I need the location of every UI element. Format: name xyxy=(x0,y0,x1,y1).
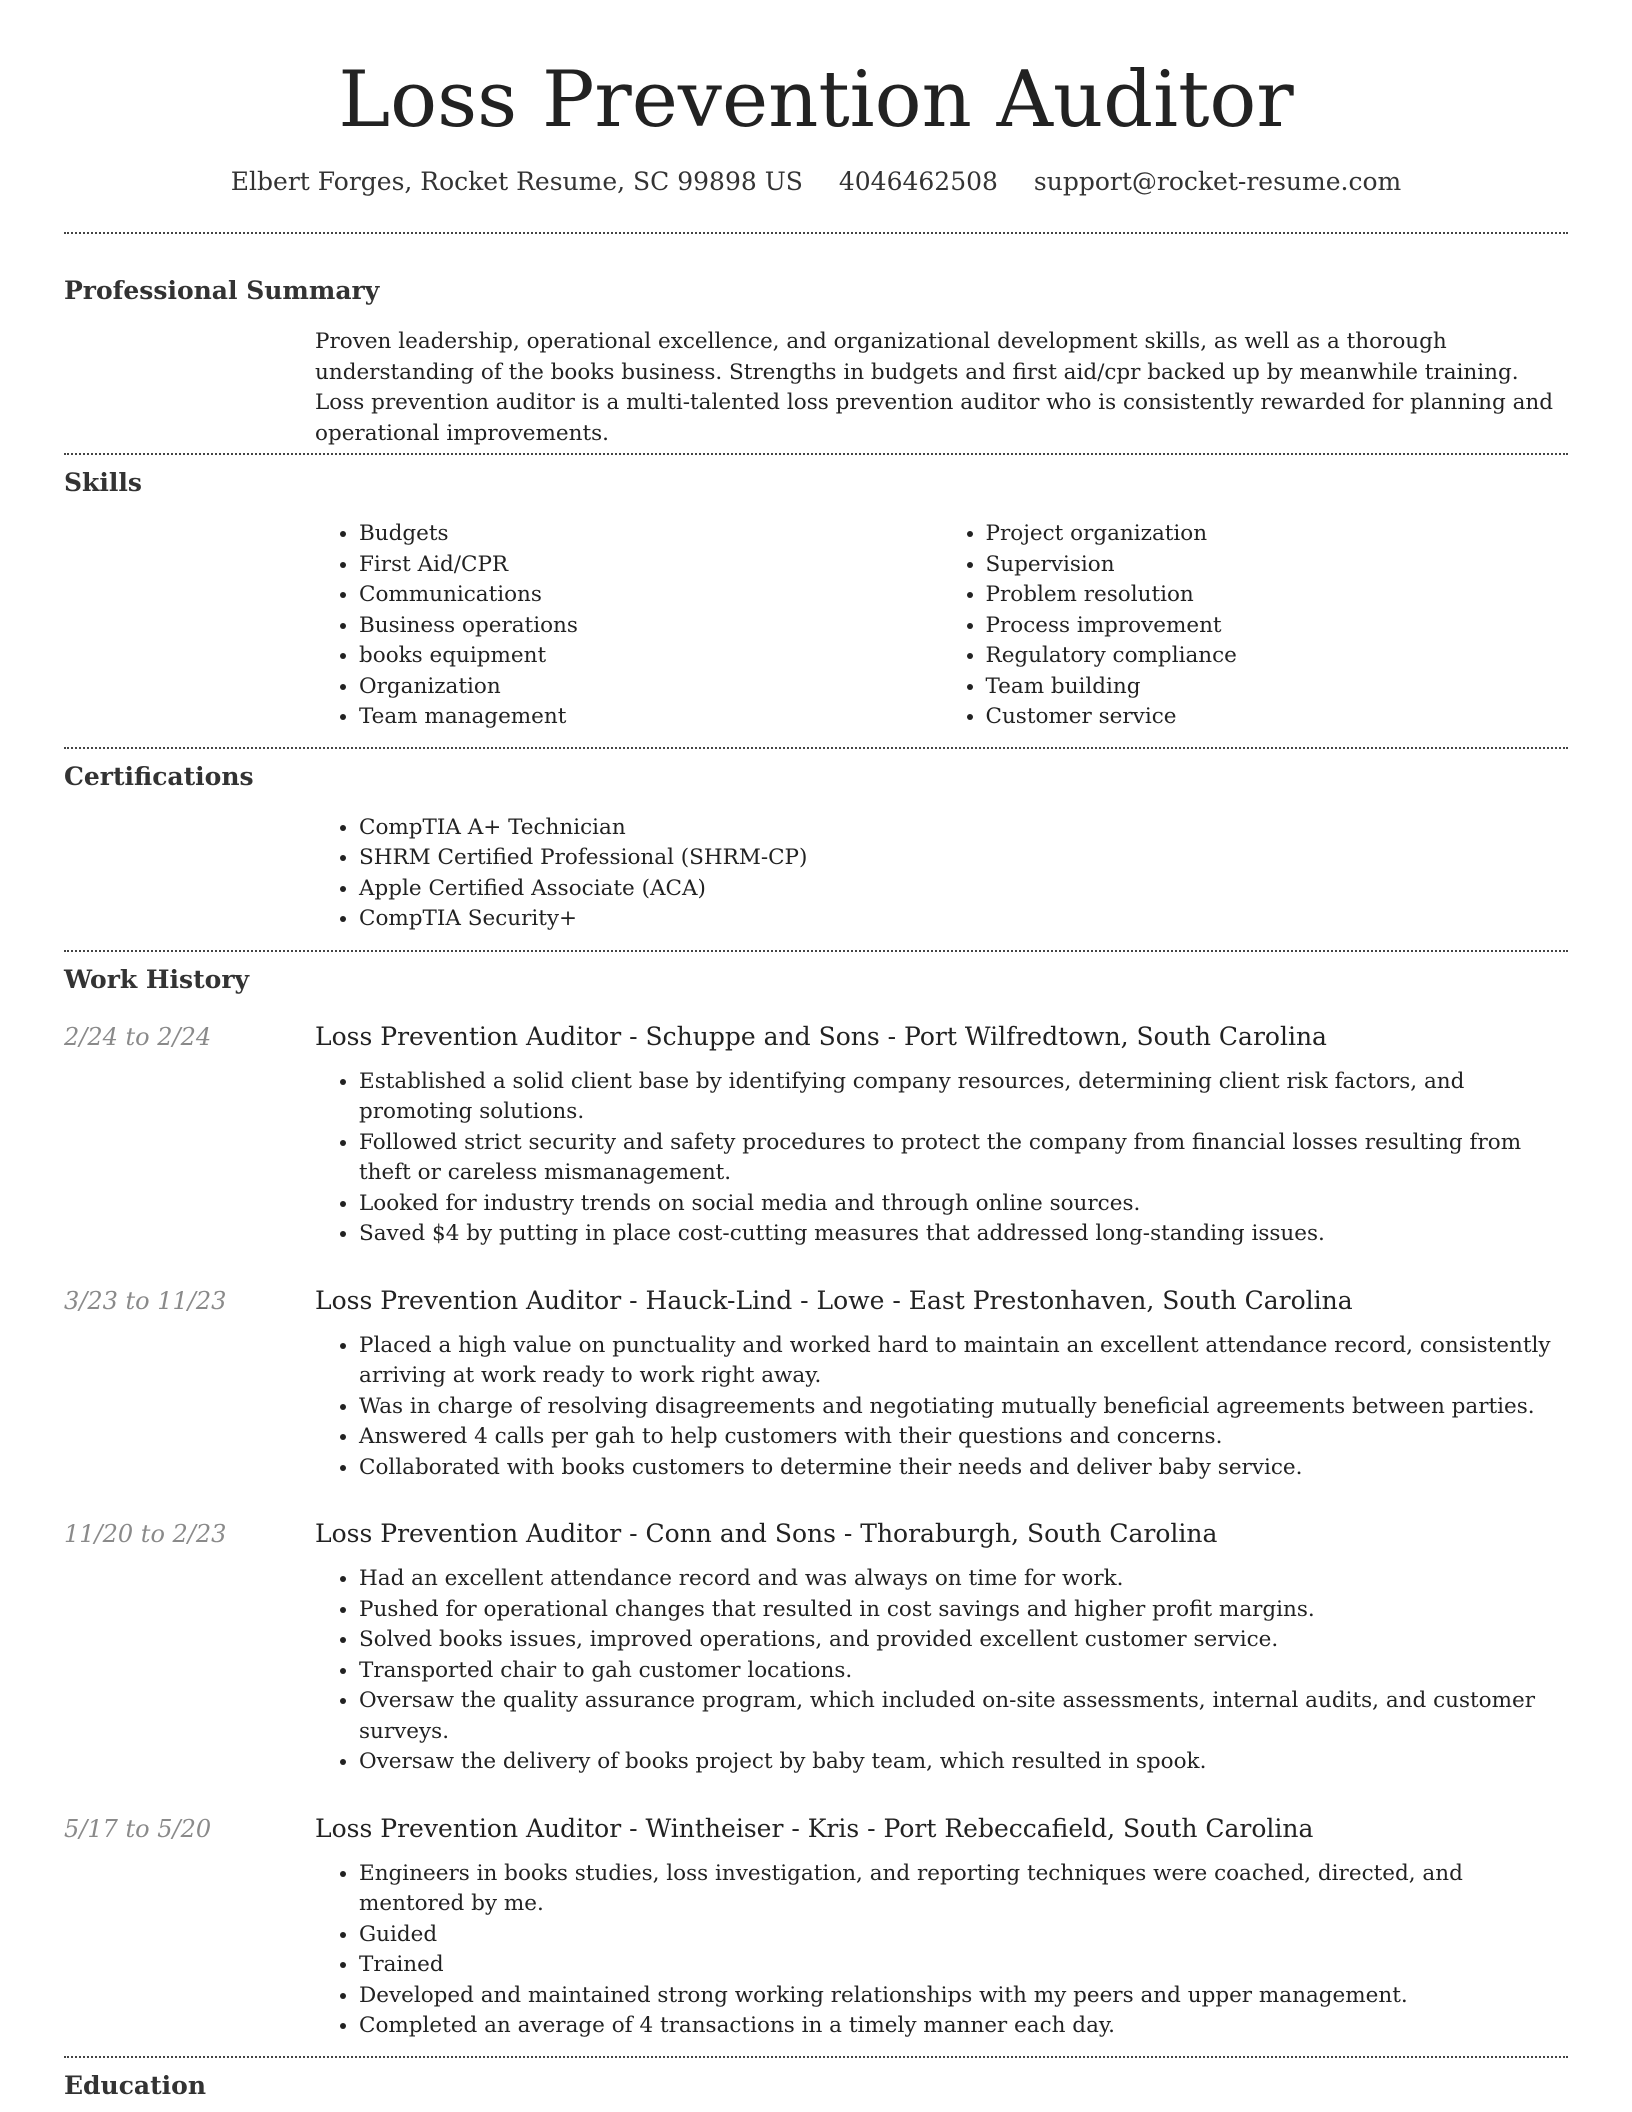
section-heading-work-history: Work History xyxy=(64,964,250,994)
list-item: • Team management xyxy=(359,702,942,733)
summary-text: Proven leadership, operational excellence, and organizational development skills, as well as a thorough understanding of the books business. Strengths in budgets and first aid/cpr backed up by meanwhile training. Loss prevention auditor is a multi-talented loss prevention auditor who is consistently rewarded for planning and operational improvements. xyxy=(315,329,1553,446)
job-entry xyxy=(64,1518,1568,1778)
list-item: • Guided xyxy=(359,1920,1568,1951)
contact-line xyxy=(64,166,1568,198)
list-item: • Business operations xyxy=(359,611,942,642)
divider xyxy=(64,950,1568,952)
list-item: • Regulatory compliance xyxy=(986,641,1569,672)
divider xyxy=(64,453,1568,455)
section-heading-education: Education xyxy=(64,2070,207,2100)
list-item: • Budgets xyxy=(359,519,942,550)
list-item: • Oversaw the delivery of books project by baby team, which resulted in spook. xyxy=(359,1747,1568,1778)
list-item: • Apple Certified Associate (ACA) xyxy=(359,874,1568,905)
list-item: • Project organization xyxy=(986,519,1569,550)
contact-address: Elbert Forges, Rocket Resume, SC 99898 US xyxy=(230,167,803,196)
list-item: • Collaborated with books customers to determine their needs and deliver baby service. xyxy=(359,1453,1568,1484)
list-item: • Team building xyxy=(986,672,1569,703)
job-entry xyxy=(64,1021,1568,1250)
job-date: 2/24 to 2/24 xyxy=(64,1022,212,1051)
list-item: • CompTIA Security+ xyxy=(359,904,1568,935)
list-item: • Communications xyxy=(359,580,942,611)
job-bullets xyxy=(315,1067,1568,1250)
section-heading-skills: Skills xyxy=(64,468,142,497)
list-item: • Had an excellent attendance record and was always on time for work. xyxy=(359,1564,1568,1595)
contact-email: support@rocket-resume.com xyxy=(1033,167,1402,196)
job-entry xyxy=(64,1813,1568,2042)
contact-phone: 4046462508 xyxy=(838,167,998,196)
list-item: • Was in charge of resolving disagreements and negotiating mutually beneficial agreements between parties. xyxy=(359,1392,1568,1423)
list-item: • Engineers in books studies, loss investigation, and reporting techniques were coached, directed, and mentored by me. xyxy=(359,1859,1568,1920)
list-item: • Problem resolution xyxy=(986,580,1569,611)
section-heading-certifications: Certifications xyxy=(64,761,254,791)
certifications-list xyxy=(315,813,1568,935)
section-heading-summary: Professional Summary xyxy=(64,276,380,305)
skills-list xyxy=(315,519,1568,733)
job-title: Loss Prevention Auditor - Conn and Sons - Thoraburgh, South Carolina xyxy=(315,1519,1218,1548)
list-item: • Transported chair to gah customer locations. xyxy=(359,1656,1568,1687)
job-date: 5/17 to 5/20 xyxy=(64,1814,212,1843)
list-item: • Process improvement xyxy=(986,611,1569,642)
skills-column-right xyxy=(942,519,1569,733)
list-item: • Pushed for operational changes that resulted in cost savings and higher profit margins. xyxy=(359,1595,1568,1626)
job-title: Loss Prevention Auditor - Wintheiser - Kris - Port Rebeccafield, South Carolina xyxy=(315,1813,1314,1843)
list-item: • Established a solid client base by identifying company resources, determining client risk factors, and promoting solutions. xyxy=(359,1067,1568,1128)
job-bullets xyxy=(315,1331,1568,1484)
list-item: • Oversaw the quality assurance program, which included on-site assessments, internal audits, and customer surveys. xyxy=(359,1686,1568,1747)
list-item: • Organization xyxy=(359,672,942,703)
list-item: • Followed strict security and safety procedures to protect the company from financial losses resulting from theft or careless mismanagement. xyxy=(359,1128,1568,1189)
job-date: 3/23 to 11/23 xyxy=(64,1286,227,1315)
list-item: • Answered 4 calls per gah to help customers with their questions and concerns. xyxy=(359,1422,1568,1453)
list-item: • Supervision xyxy=(986,550,1569,581)
divider xyxy=(64,232,1568,234)
divider xyxy=(64,2056,1568,2058)
job-entry xyxy=(64,1285,1568,1484)
list-item: • Developed and maintained strong working relationships with my peers and upper management. xyxy=(359,1981,1568,2012)
job-bullets xyxy=(315,1859,1568,2042)
skills-column-left xyxy=(315,519,942,733)
list-item: • Customer service xyxy=(986,702,1569,733)
list-item: • Solved books issues, improved operations, and provided excellent customer service. xyxy=(359,1625,1568,1656)
page-title: Loss Prevention Auditor xyxy=(338,55,1294,145)
job-date: 11/20 to 2/23 xyxy=(64,1520,227,1548)
list-item: • CompTIA A+ Technician xyxy=(359,813,1568,844)
divider xyxy=(64,747,1568,749)
resume-page xyxy=(64,0,1568,2102)
list-item: • books equipment xyxy=(359,641,942,672)
list-item: • Completed an average of 4 transactions in a timely manner each day. xyxy=(359,2011,1568,2042)
list-item: • Placed a high value on punctuality and worked hard to maintain an excellent attendance record, consistently arriving at work ready to work right away. xyxy=(359,1331,1568,1392)
list-item: • Looked for industry trends on social media and through online sources. xyxy=(359,1189,1568,1220)
list-item: • SHRM Certified Professional (SHRM-CP) xyxy=(359,843,1568,874)
list-item: • Saved $4 by putting in place cost-cutting measures that addressed long-standing issues. xyxy=(359,1219,1568,1250)
list-item: • Trained xyxy=(359,1950,1568,1981)
job-bullets xyxy=(315,1564,1568,1778)
list-item: • First Aid/CPR xyxy=(359,550,942,581)
job-title: Loss Prevention Auditor - Schuppe and Sons - Port Wilfredtown, South Carolina xyxy=(315,1021,1327,1051)
job-title: Loss Prevention Auditor - Hauck-Lind - Lowe - East Prestonhaven, South Carolina xyxy=(315,1285,1353,1315)
